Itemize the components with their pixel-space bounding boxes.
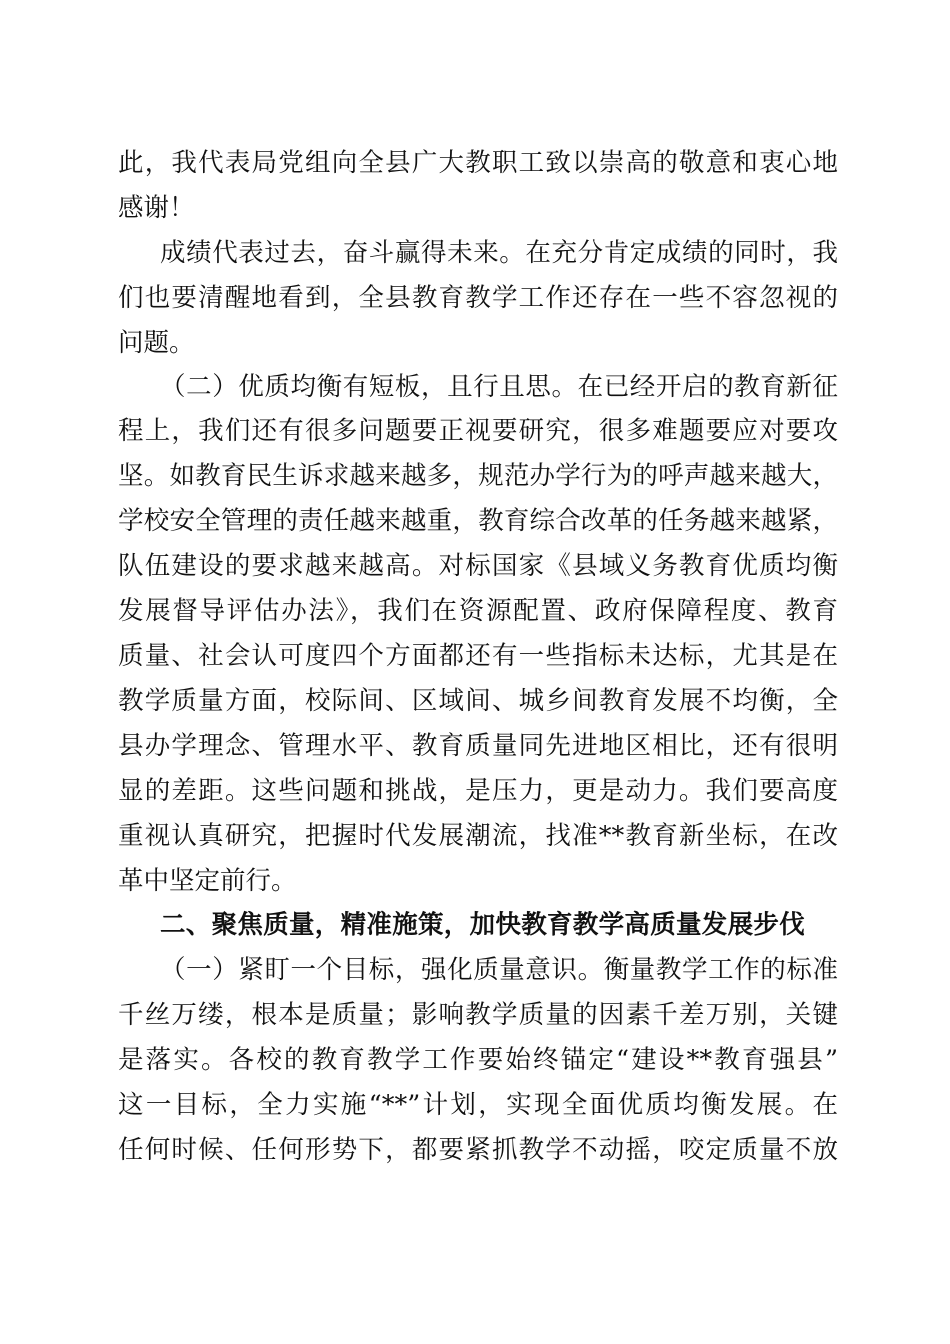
text-line: 任何时候、任何形势下，都要紧抓教学不动摇，咬定质量不放 <box>118 1135 838 1165</box>
text-line: 这一目标，全力实施“**”计划，实现全面优质均衡发展。在 <box>118 1090 838 1120</box>
text-line: 此，我代表局党组向全县广大教职工致以崇高的敬意和衷心地 <box>118 148 838 178</box>
text-line: 坚。如教育民生诉求越来越多，规范办学行为的呼声越来越大， <box>118 461 838 491</box>
text-line: 县办学理念、管理水平、教育质量同先进地区相比，还有很明 <box>118 731 838 761</box>
subheading-line: （二）优质均衡有短板，且行且思。在已经开启的教育新征 <box>160 372 838 402</box>
text-line: 程上，我们还有很多问题要正视要研究，很多难题要应对要攻 <box>118 416 838 446</box>
section-heading: 二、聚焦质量，精准施策，加快教育教学高质量发展步伐 <box>160 910 806 940</box>
text-line: 是落实。各校的教育教学工作要始终锚定“建设**教育强县” <box>118 1045 838 1075</box>
text-line: 质量、社会认可度四个方面都还有一些指标未达标，尤其是在 <box>118 641 838 671</box>
subheading-line: （一）紧盯一个目标，强化质量意识。衡量教学工作的标准 <box>160 955 838 985</box>
text-line: 千丝万缕，根本是质量；影响教学质量的因素千差万别，关键 <box>118 1000 838 1030</box>
text-line: 革中坚定前行。 <box>118 866 297 896</box>
text-line: 感谢！ <box>118 193 195 223</box>
text-line: 发展督导评估办法》，我们在资源配置、政府保障程度、教育 <box>118 596 838 626</box>
text-line: 重视认真研究，把握时代发展潮流，找准**教育新坐标，在改 <box>118 821 838 851</box>
text-line: 问题。 <box>118 328 195 358</box>
text-line: 们也要清醒地看到，全县教育教学工作还存在一些不容忽视的 <box>118 283 838 313</box>
paragraph-start-line: 成绩代表过去，奋斗赢得未来。在充分肯定成绩的同时，我 <box>160 238 838 268</box>
text-line: 学校安全管理的责任越来越重，教育综合改革的任务越来越紧， <box>118 506 838 536</box>
text-line: 显的差距。这些问题和挑战，是压力，更是动力。我们要高度 <box>118 776 838 806</box>
text-line: 队伍建设的要求越来越高。对标国家《县域义务教育优质均衡 <box>118 551 838 581</box>
text-line: 教学质量方面，校际间、区域间、城乡间教育发展不均衡，全 <box>118 686 838 716</box>
